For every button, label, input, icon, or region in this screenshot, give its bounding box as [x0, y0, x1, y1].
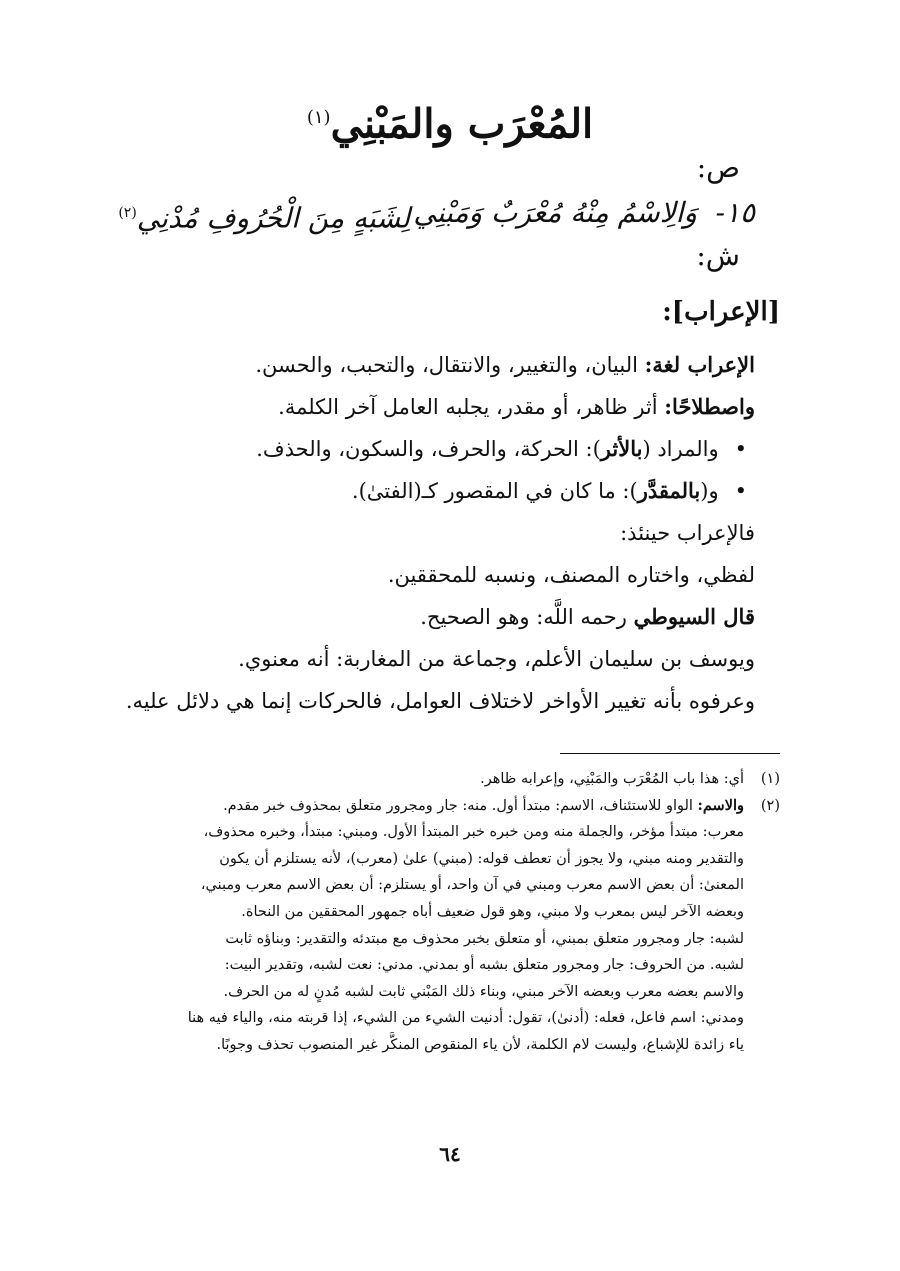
section-heading: [الإعراب]:	[662, 297, 780, 327]
body-text	[115, 344, 755, 722]
footnote-1	[90, 766, 780, 793]
footnote-divider	[560, 753, 780, 754]
footnote-line: ياء زائدة للإشباع، وليست لام الكلمة، لأن ياء المنقوص المنكَّر غير المنصوب تحذف وجوبًا.	[216, 1036, 744, 1053]
footnote-line: والاسم بعضه معرب وبعضه الآخر مبني، وبناء ذلك المَبْني ثابت لشبه مُدنٍ له من الحرف.	[223, 983, 744, 1000]
paragraph	[115, 596, 755, 638]
bullet-item	[115, 428, 755, 470]
verse-second-hemistich	[118, 190, 410, 241]
paragraph-text: البيان، والتغيير، والانتقال، والتحبب، والحسن.	[255, 353, 645, 377]
verse-footnote-ref: (٢)	[118, 205, 137, 221]
term: بالأثر	[600, 436, 643, 461]
chapter-title	[0, 88, 900, 154]
term: والاسم:	[697, 796, 744, 814]
bullet-item	[115, 470, 755, 512]
term: واصطلاحًا:	[664, 394, 755, 419]
footnote-line: لشبه. من الحروف: جار ومجرور متعلق بشبه أو بمدني. مدني: نعت لشبه، وتقدير البيت:	[224, 957, 744, 974]
footnote-line: وبعضه الآخر ليس بمعرب ولا مبني، وهو قول ضعيف أباه جمهور المحققين من النحاة.	[241, 903, 744, 920]
paragraph: لفظي، واختاره المصنف، ونسبه للمحققين.	[387, 563, 755, 587]
chapter-title-text: المُعْرَب والمَبْنِي	[330, 100, 594, 148]
page-number: ٦٤	[439, 1142, 461, 1166]
footnote-line: ومدني: اسم فاعل، فعله: (أدنىٰ)، تقول: أدنيت الشيء من الشيء، إذا قربته منه، والياء فيه هنا	[187, 1010, 744, 1027]
paragraph: فالإعراب حينئذ:	[620, 521, 755, 545]
bullet-text: ): الحركة، والحرف، والسكون، والحذف.	[256, 437, 601, 461]
term: قال السيوطي	[633, 604, 755, 629]
footnotes	[90, 766, 780, 1059]
term: الإعراب لغة:	[644, 352, 755, 377]
bullet-text: و(	[700, 479, 719, 503]
paragraph-text: رحمه اللَّه: وهو الصحيح.	[420, 605, 634, 629]
footnote-line: لشبه: جار ومجرور متعلق بمبني، أو متعلق بخبر محذوف مع مبتدئه والتقدير: وبناؤه ثابت	[225, 930, 744, 947]
footnote-marker: (١)	[760, 771, 780, 787]
paragraph: ويوسف بن سليمان الأعلم، وجماعة من المغاربة: أنه معنوي.	[238, 647, 755, 671]
paragraph-text: أثر ظاهر، أو مقدر، يجلبه العامل آخر الكلمة.	[278, 395, 665, 419]
paragraph: وعرفوه بأنه تغيير الأواخر لاختلاف العوامل، فالحركات إنما هي دلائل عليه.	[125, 689, 755, 713]
footnote-2	[90, 793, 780, 820]
bullet-text: والمراد (	[642, 437, 719, 461]
commentary-label: ش:	[696, 239, 740, 272]
footnote-line: المعنىٰ: أن بعض الاسم معرب ومبني في آن واحد، أو يستلزم: أن بعض الاسم معرب ومبني،	[200, 877, 744, 894]
footnote-text	[223, 793, 744, 820]
footnote-line: الواو للاستئناف، الاسم: مبتدأ أول. منه: جار ومجرور متعلق بمحذوف خبر مقدم.	[223, 797, 698, 814]
verse-second-hemistich-text: لِشَبَهٍ مِنَ الْحُرُوفِ مُدْنِي	[136, 201, 410, 235]
term: بالمقدَّر	[637, 478, 701, 503]
verse-number: ١٥-	[715, 196, 755, 229]
verse-line	[115, 190, 755, 236]
footnote-line: والتقدير ومنه مبني، ولا يجوز أن تعطف قوله: (مبني) علىٰ (معرب)، لأنه يستلزم أن يكون	[219, 850, 744, 867]
footnote-line: معرب: مبتدأ مؤخر، والجملة منه ومن خبره خبر المبتدأ الأول. ومبني: مبتدأ، وخبره محذوف،	[203, 824, 744, 841]
text-label: ص:	[696, 151, 740, 184]
paragraph	[115, 344, 755, 386]
footnote-marker: (٢)	[760, 797, 780, 814]
chapter-title-footnote-ref: (١)	[306, 107, 331, 128]
paragraph	[115, 386, 755, 428]
footnote-text: أي: هذا باب المُعْرَب والمَبْنِي، وإعرابه ظاهر.	[480, 771, 744, 787]
verse-first-hemistich: وَالِاسْمُ مِنْهُ مُعْرَبٌ وَمَبْنِي	[413, 196, 697, 229]
bullet-text: ): ما كان في المقصور كـ(الفتىٰ).	[351, 479, 638, 503]
